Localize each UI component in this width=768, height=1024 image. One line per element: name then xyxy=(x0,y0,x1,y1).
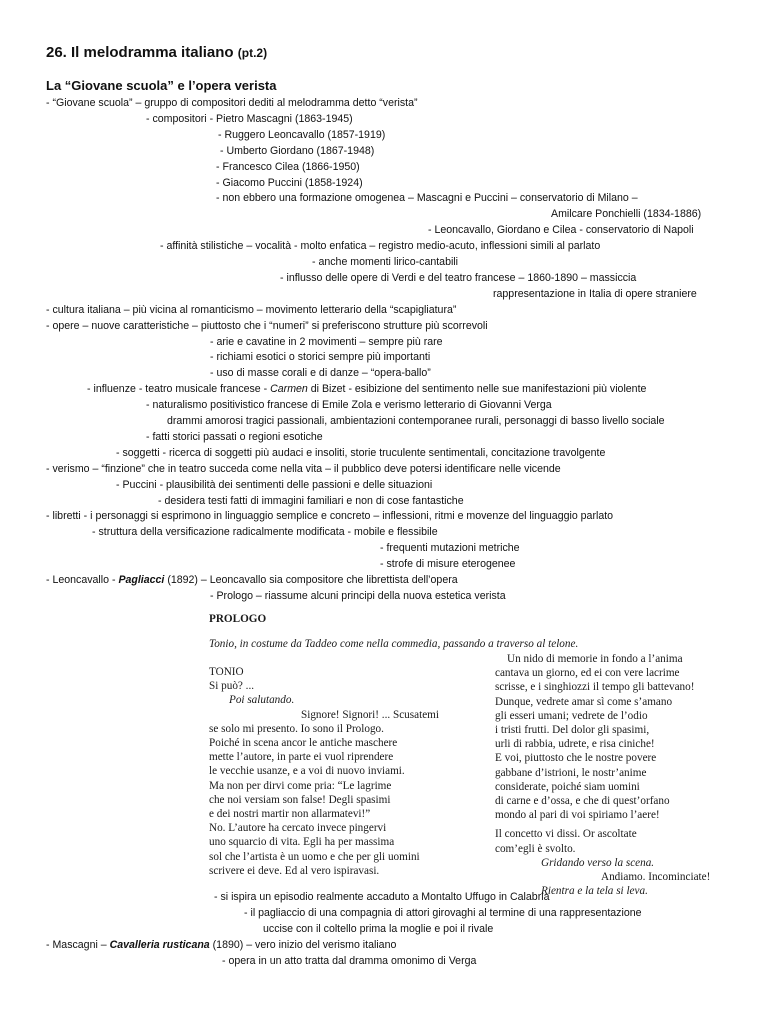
note-line xyxy=(92,525,438,539)
prologo-verse-left: e dei nostri martir non allarmatevi!” xyxy=(209,808,371,820)
prologo-verse-left: le vecchie usanze, e a voi di nuovo inviami. xyxy=(209,765,405,778)
prologo-verse-right: gabbane d’istrioni, le nostr’anime xyxy=(495,766,647,779)
note-text: - libretti - i personaggi si esprimono in linguaggio semplice e concreto – inflessioni, ritmi e movenze del linguaggio parlato xyxy=(46,510,614,523)
note-text: - arie e cavatine in 2 movimenti – sempre più rare xyxy=(210,335,443,348)
page-title xyxy=(46,44,267,61)
note-text: - verismo – “finzione” che in teatro succeda come nella vita – il pubblico deve potersi identificare nelle vicende xyxy=(46,462,561,475)
note-line xyxy=(146,398,552,412)
prologo-verse-right: Andiamo. Incominciate! xyxy=(601,871,711,883)
note-text: Pagliacci xyxy=(118,574,165,586)
note-line xyxy=(380,541,520,555)
note-text: - Prologo – riassume alcuni principi della nuova estetica verista xyxy=(210,589,506,602)
note-line xyxy=(46,303,456,317)
note-text: - strofe di misure eterogenee xyxy=(380,558,516,571)
note-line xyxy=(46,96,418,110)
prologo-verse-left: No. L’autore ha cercato invece pingervi xyxy=(209,822,387,835)
prologo-verse-right: Il concetto vi dissi. Or ascoltate xyxy=(495,828,637,841)
note-line xyxy=(216,191,638,205)
note-text: - si ispira un episodio realmente accaduto a Montalto Uffugo in Calabria xyxy=(214,891,550,903)
prologo-verse-right: Un nido di memorie in fondo a l’anima xyxy=(507,653,683,665)
note-text: - opere – nuove caratteristiche – piuttosto che i “numeri” si preferiscono strutture più scorrevoli xyxy=(46,319,488,332)
note-line xyxy=(218,128,385,142)
note-line xyxy=(214,890,549,904)
note-line xyxy=(428,223,694,237)
prologo-verse-right: urli di rabbia, udrete, e risa ciniche! xyxy=(495,738,655,751)
prologo-verse-left: scrivere ei deve. Ed al vero ispiravasi. xyxy=(209,864,380,877)
prologo-verse-right: Rientra e la tela si leva. xyxy=(541,885,648,898)
note-line xyxy=(280,271,636,285)
prologo-verse-right: i tristi frutti. Del dolor gli spasimi, xyxy=(495,724,650,736)
note-line xyxy=(116,446,605,460)
prologo-verse-left: Si può? ... xyxy=(209,680,255,693)
note-text: - opera in un atto tratta dal dramma omonimo di Verga xyxy=(222,954,477,967)
note-line xyxy=(210,350,430,364)
note-line xyxy=(220,144,374,158)
note-text: (1890) – vero inizio del verismo italiano xyxy=(209,938,397,951)
note-line xyxy=(216,176,363,190)
note-text: - anche momenti lirico-cantabili xyxy=(312,256,459,268)
section-title: La “Giovane scuola” e l’opera verista xyxy=(46,78,277,93)
note-line xyxy=(146,430,323,444)
note-line xyxy=(216,160,360,174)
note-text: - Ruggero Leoncavallo (1857-1919) xyxy=(218,128,386,141)
note-text: di Bizet - esibizione del sentimento nelle sue manifestazioni più violente xyxy=(307,383,647,396)
prologo-verse-left: sol che l’artista è un uomo e che per gli uomini xyxy=(209,850,420,863)
prologo-verse-right: mondo al pari di voi spiriamo l’aere! xyxy=(495,809,660,822)
note-text: - struttura della versificazione radicalmente modificata - mobile e flessibile xyxy=(92,526,438,539)
note-line xyxy=(87,382,646,396)
prologo-verse-left: Ma non per dirvi come pria: “Le lagrime xyxy=(209,779,392,792)
note-line xyxy=(493,287,697,301)
note-text: - richiami esotici o storici sempre più importanti xyxy=(210,351,431,364)
prologo-verse-right: cantava un giorno, ed ei con vere lacrime xyxy=(495,667,680,680)
note-line xyxy=(244,906,642,920)
note-text: uccise con il coltello prima la moglie e poi il rivale xyxy=(263,922,494,935)
prologo-stage-direction: Tonio, in costume da Taddeo come nella commedia, passando a traverso al telone. xyxy=(209,638,579,650)
prologo-verse-left: Poi salutando. xyxy=(229,694,295,707)
note-line xyxy=(158,494,464,508)
note-line xyxy=(116,478,432,492)
note-text: (1892) – Leoncavallo sia compositore che librettista dell’opera xyxy=(164,574,458,586)
note-text: - Francesco Cilea (1866-1950) xyxy=(216,160,360,173)
note-line xyxy=(210,589,506,603)
note-text: - Leoncavallo, Giordano e Cilea - conservatorio di Napoli xyxy=(428,224,694,237)
note-line xyxy=(46,319,488,333)
note-text: - uso di masse corali e di danze – “opera-ballo” xyxy=(210,367,431,380)
prologo-verse-left: uno squarcio di vita. Egli ha per massima xyxy=(209,836,395,849)
prologo-verse-left: TONIO xyxy=(209,666,244,678)
prologo-verse-right: E voi, piuttosto che le nostre povere xyxy=(495,752,657,765)
prologo-verse-right: scrisse, e i singhiozzi il tempo gli battevano! xyxy=(495,681,695,694)
prologo-verse-right: Dunque, vedrete amar sì come s’amano xyxy=(495,695,673,708)
note-text: drammi amorosi tragici passionali, ambientazioni contemporanee rurali, personaggi di basso livello sociale xyxy=(167,415,665,427)
prologo-verse-right: Gridando verso la scena. xyxy=(541,856,655,869)
note-text: - Mascagni – xyxy=(46,938,110,951)
prologo-verse-left: che noi versiam son false! Degli spasimi xyxy=(209,793,391,806)
note-text: Cavalleria rusticana xyxy=(109,938,210,951)
prologo-verse-left: mette l’autore, in parte ei vuol riprendere xyxy=(209,751,394,764)
note-text: Carmen xyxy=(270,383,308,396)
prologo-verse-right: com’egli è svolto. xyxy=(495,842,576,855)
note-line xyxy=(210,366,431,380)
note-line xyxy=(167,414,665,428)
prologo-verse-right: gli esseri umani; vedrete de l’odio xyxy=(495,709,648,722)
note-text: - Puccini - plausibilità dei sentimenti delle passioni e delle situazioni xyxy=(116,478,433,491)
note-line xyxy=(160,239,600,253)
note-text: - cultura italiana – più vicina al romanticismo – movimento letterario della “scapigliatura” xyxy=(46,303,457,316)
notes-list xyxy=(0,96,768,608)
note-text: Amilcare Ponchielli (1834-1886) xyxy=(551,208,702,221)
note-text: - “Giovane scuola” – gruppo di compositori dediti al melodramma detto “verista” xyxy=(46,97,418,109)
page-title-text: 26. Il melodramma italiano xyxy=(46,44,234,61)
notes-list-after xyxy=(0,890,768,970)
note-line xyxy=(551,207,701,221)
prologo-verse-left: Signore! Signori! ... Scusatemi xyxy=(301,708,439,721)
prologo-verse-left: Poiché in scena ancor le antiche maschere xyxy=(209,737,398,749)
note-line xyxy=(210,335,443,349)
page-title-suffix: (pt.2) xyxy=(237,46,268,60)
note-line xyxy=(263,922,493,936)
note-line xyxy=(46,938,396,952)
note-line xyxy=(46,509,613,523)
note-line xyxy=(46,573,458,587)
note-text: - non ebbero una formazione omogenea – Mascagni e Puccini – conservatorio di Milano – xyxy=(216,192,638,205)
note-text: - frequenti mutazioni metriche xyxy=(380,542,520,555)
note-text: - influenze - teatro musicale francese - xyxy=(87,383,271,396)
note-line xyxy=(222,954,476,968)
note-line xyxy=(46,462,561,476)
note-text: - Leoncavallo - xyxy=(46,574,119,586)
note-text: - desidera testi fatti di immagini familiari e non di cose fantastiche xyxy=(158,494,464,507)
note-text: - Umberto Giordano (1867-1948) xyxy=(220,144,375,157)
prologo-verse-left: se solo mi presento. Io sono il Prologo. xyxy=(209,722,384,735)
prologo-verse-right: di carne e d’ossa, e che di quest’orfano xyxy=(495,795,670,807)
note-text: rappresentazione in Italia di opere straniere xyxy=(493,287,697,300)
note-text: - il pagliaccio di una compagnia di attori girovaghi al termine di una rappresentazione xyxy=(244,906,642,919)
note-text: - fatti storici passati o regioni esotiche xyxy=(146,430,323,443)
note-line xyxy=(380,557,515,571)
note-text: - influsso delle opere di Verdi e del teatro francese – 1860-1890 – massiccia xyxy=(280,271,637,284)
note-text: - affinità stilistiche – vocalità - molto enfatica – registro medio-acuto, inflessioni simili al parlato xyxy=(160,240,601,253)
note-text: - Giacomo Puccini (1858-1924) xyxy=(216,176,363,189)
note-text: - soggetti - ricerca di soggetti più audaci e insoliti, storie truculente sentimentali, concitazione travolgente xyxy=(116,446,606,459)
note-text: - compositori - Pietro Mascagni (1863-1945) xyxy=(146,112,353,125)
prologo-heading: PROLOGO xyxy=(209,613,267,625)
prologo-verse-right: considerate, poiché siam uomini xyxy=(495,780,640,793)
note-text: - naturalismo positivistico francese di Emile Zola e verismo letterario di Giovanni Verga xyxy=(146,399,552,412)
note-line xyxy=(146,112,353,126)
note-line xyxy=(312,255,458,269)
